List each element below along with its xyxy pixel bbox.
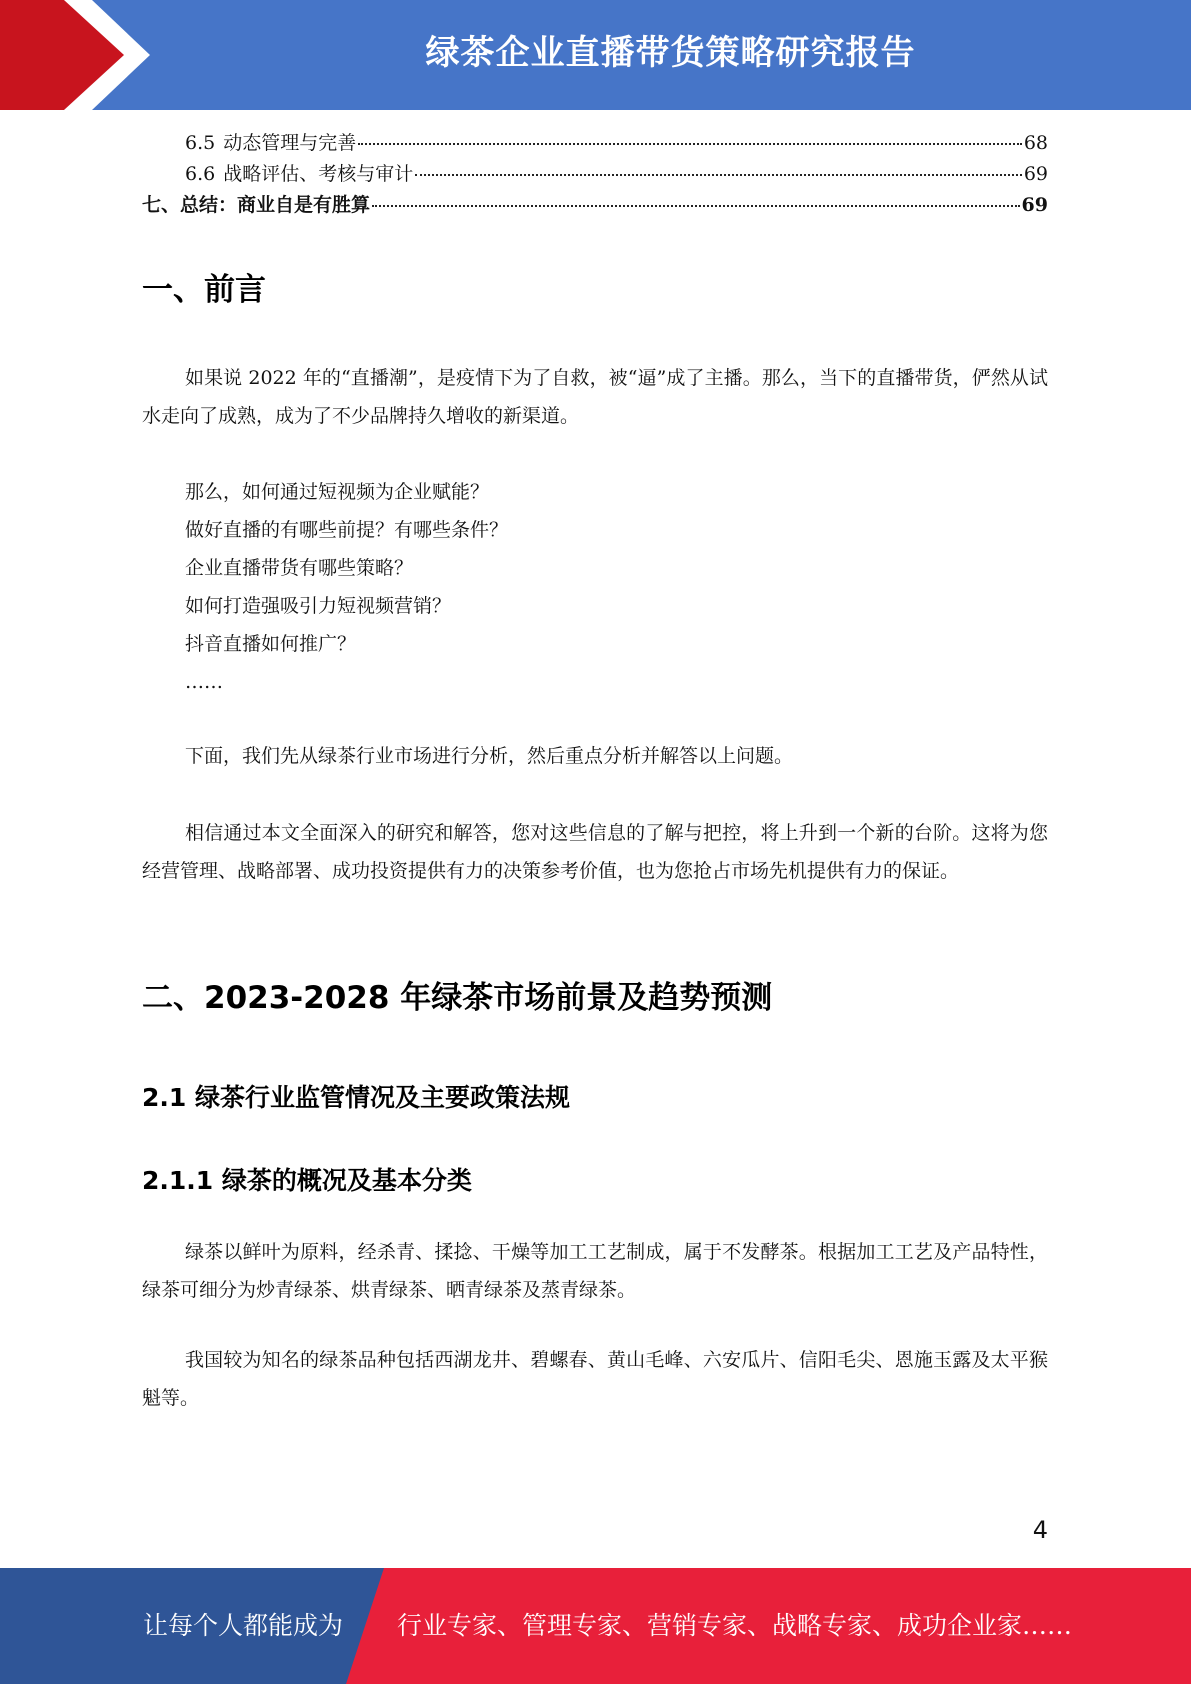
toc-entry[interactable] — [142, 159, 1048, 190]
toc-entry[interactable] — [142, 128, 1048, 159]
question-list — [185, 473, 508, 701]
footer-slogan-left: 让每个人都能成为 — [143, 1611, 344, 1640]
toc-leader-dots — [415, 174, 1022, 176]
question-item: 做好直播的有哪些前提？有哪些条件？ — [185, 519, 509, 541]
paragraph: 下面，我们先从绿茶行业市场进行分析，然后重点分析并解答以上问题。 — [185, 745, 794, 767]
toc-entry-label: 动态管理与完善 — [223, 132, 357, 154]
footer-slogan-right: 行业专家、管理专家、营销专家、战略专家、成功企业家…… — [397, 1611, 1073, 1640]
paragraph: 绿茶以鲜叶为原料，经杀青、揉捻、干燥等加工工艺制成，属于不发酵茶。根据加工工艺及产品特性，绿茶可细分为炒青绿茶、烘青绿茶、晒青绿茶及蒸青绿茶。 — [142, 1241, 1048, 1301]
section-heading-market-outlook: 二、2023-2028 年绿茶市场前景及趋势预测 — [142, 980, 773, 1016]
toc-leader-dots — [372, 205, 1020, 207]
question-item: 那么，如何通过短视频为企业赋能？ — [185, 481, 490, 503]
header-title: 绿茶企业直播带货策略研究报告 — [425, 33, 916, 73]
toc-entry-label: 七、总结：商业自是有胜算 — [142, 194, 371, 216]
paragraph: 相信通过本文全面深入的研究和解答，您对这些信息的了解与把控，将上升到一个新的台阶。这将为您经营管理、战略部署、成功投资提供有力的决策参考价值，也为您抢占市场先机提供有力的保证。 — [142, 822, 1048, 882]
toc-entry-page: 68 — [1023, 132, 1048, 154]
section-heading-preface: 一、前言 — [142, 272, 266, 308]
toc-entry-label: 战略评估、考核与审计 — [223, 163, 414, 185]
page-number: 4 — [1032, 1516, 1048, 1544]
paragraph: 如果说 2022 年的“直播潮”，是疫情下为了自救，被“逼”成了主播。那么，当下的直播带货，俨然从试水走向了成熟，成为了不少品牌持久增收的新渠道。 — [142, 367, 1048, 427]
toc-entry[interactable] — [142, 190, 1048, 221]
toc-entry-page: 69 — [1023, 163, 1048, 185]
subsubsection-heading: 2.1.1 绿茶的概况及基本分类 — [142, 1166, 472, 1195]
question-item: 如何打造强吸引力短视频营销？ — [185, 595, 452, 617]
table-of-contents — [142, 128, 1048, 221]
subsection-heading: 2.1 绿茶行业监管情况及主要政策法规 — [142, 1083, 570, 1112]
page-header — [0, 0, 1191, 110]
question-item: …… — [185, 671, 223, 693]
question-item: 企业直播带货有哪些策略？ — [185, 557, 414, 579]
toc-entry-number: 6.6 — [185, 163, 216, 185]
page-footer — [0, 1568, 1191, 1684]
toc-leader-dots — [358, 143, 1022, 145]
question-item: 抖音直播如何推广？ — [185, 633, 357, 655]
paragraph: 我国较为知名的绿茶品种包括西湖龙井、碧螺春、黄山毛峰、六安瓜片、信阳毛尖、恩施玉露及太平猴魁等。 — [142, 1349, 1048, 1409]
toc-entry-page: 69 — [1021, 194, 1048, 216]
toc-entry-number: 6.5 — [185, 132, 216, 154]
